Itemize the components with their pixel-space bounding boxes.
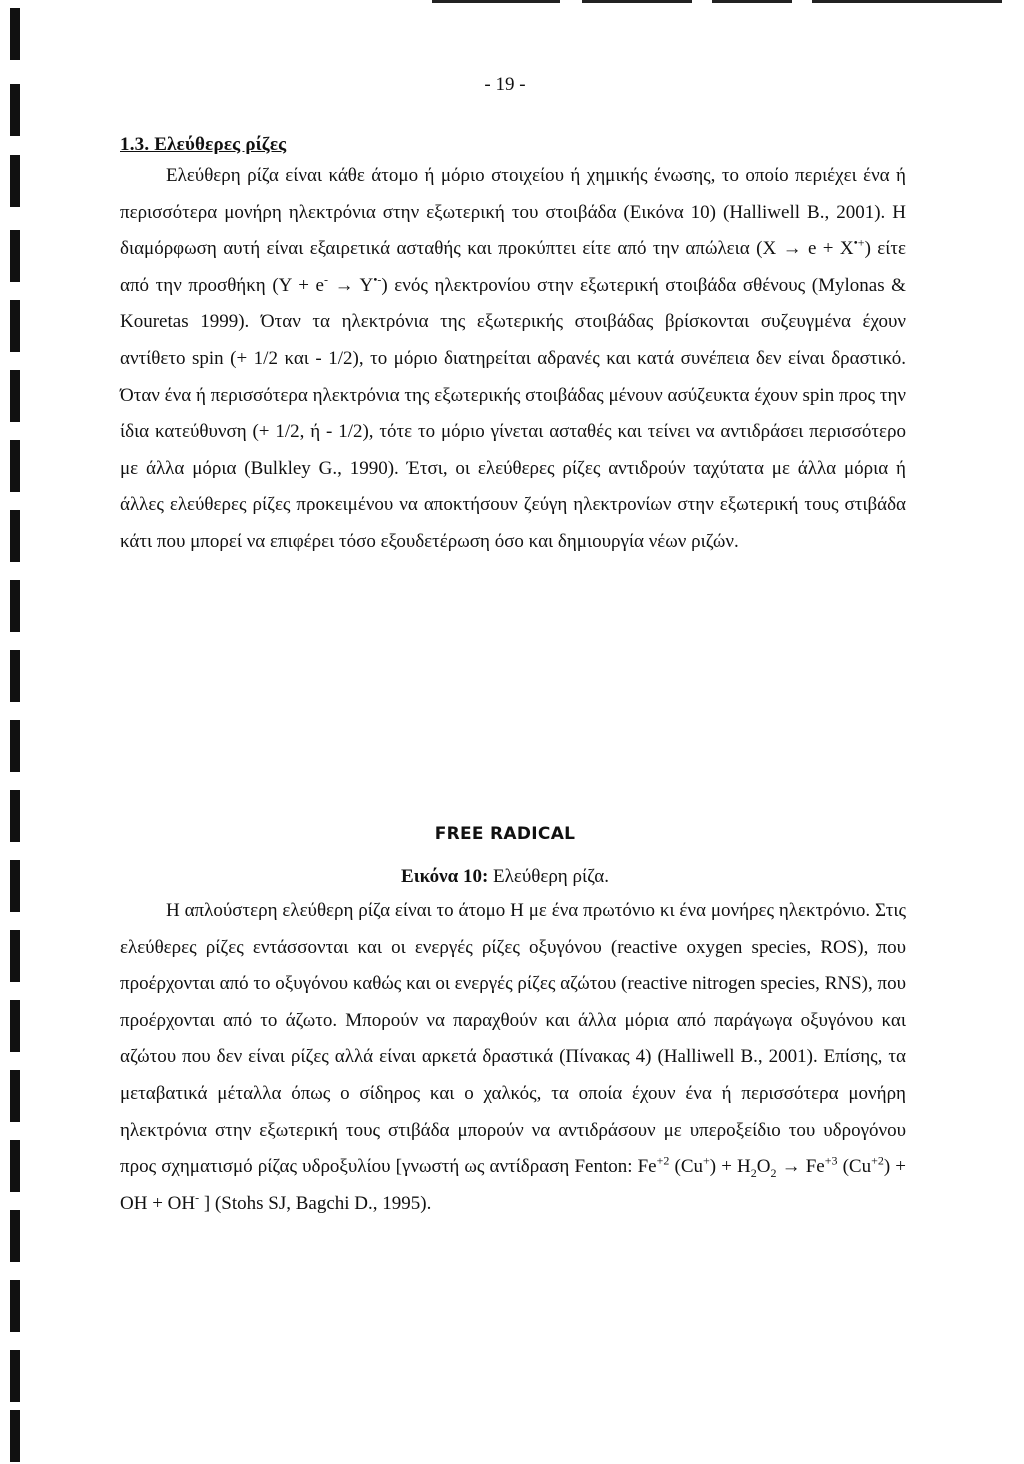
scan-mark — [10, 300, 20, 352]
text-run: (Cu — [837, 1156, 872, 1178]
scan-mark — [10, 1280, 20, 1332]
section-heading: 1.3. Ελεύθερες ρίζες — [120, 134, 287, 155]
subscript: 2 — [750, 1165, 757, 1180]
text-run: O — [756, 1156, 771, 1178]
body-paragraph-2 — [120, 893, 906, 1222]
scan-top-rule — [432, 0, 560, 3]
text-run: ) + OH + OH — [120, 1156, 907, 1214]
subscript: 2 — [770, 1165, 777, 1180]
scan-mark — [10, 930, 20, 982]
figure-caption — [0, 866, 1010, 888]
scan-mark — [10, 1210, 20, 1262]
figure-title: FREE RADICAL — [434, 824, 576, 844]
scan-top-rule — [712, 0, 792, 3]
scan-top-rule — [812, 0, 1002, 3]
superscript: •+ — [853, 235, 865, 250]
scan-mark — [10, 440, 20, 492]
text-run: Ελεύθερη ρίζα είναι κάθε άτομο ή μόριο στοιχείου ή χημικής ένωσης, το οποίο περιέχει ένα ή περισσότερα μονήρη ηλεκτρόνια στην εξωτερική του στοιβάδα (Εικόνα 10) (Halliwell B., 2001). Η διαμόρφωση αυτή είναι εξαιρετικά ασταθής και προκύπτει είτε από την απώλεια (X → e + X — [120, 165, 906, 260]
superscript: +3 — [824, 1153, 838, 1168]
scan-mark — [10, 370, 20, 422]
scan-mark — [10, 1410, 20, 1462]
text-run: ) είτε από την προσθήκη (Y + e — [120, 238, 907, 296]
scan-margin-marks — [0, 0, 30, 1464]
text-run: ) ενός ηλεκτρονίου στην εξωτερική στοιβάδα σθένους (Mylonas & Kouretas 1999). Όταν τα ηλεκτρόνια της εξωτερικής στοιβάδας βρίσκονται συζευγμένα έχουν αντίθετο spin (+ 1/2 και - 1/2), το μόριο διατηρείται αδρανές και κατά συνέπεια δεν είναι δραστικό. Όταν ένα ή περισσότερα ηλεκτρόνια της εξωτερικής στοιβάδας μένουν ασύζευκτα έχουν spin προς την ίδια κατεύθυνση (+ 1/2, ή - 1/2), τότε το μόριο γίνεται ασταθές και τείνει να αντιδράσει περισσότερο με άλλα μόρια (Bulkley G., 1990). Έτσι, οι ελεύθερες ρίζες αντιδρούν ταχύτατα με άλλα μόρια ή άλλες ελεύθερες ρίζες προκειμένου να αποκτήσουν ζεύγη ηλεκτρονίων στην εξωτερική τους στιβάδα κάτι που μπορεί να επιφέρει τόσο εξουδετέρωση όσο και δημιουργία νέων ριζών. — [120, 274, 906, 552]
text-run: Η απλούστερη ελεύθερη ρίζα είναι το άτομο Η με ένα πρωτόνιο κι ένα μονήρες ηλεκτρόνιο. Στις ελεύθερες ρίζες εντάσσονται και οι ενεργές ρίζες οξυγόνου (reactive oxygen species, ROS), που προέρχονται από το οξυγόνου καθώς και οι ενεργές ρίζες αζώτου (reactive nitrogen species, RNS), που προέρχονται από το άζωτο. Μπορούν να παραχθούν και άλλα μόρια από παράγωγα οξυγόνου και αζώτου που δεν είναι ρίζες αλλά είναι αρκετά δραστικά (Πίνακας 4) (Halliwell B., 2001). Επίσης, τα μεταβατικά μέταλλα όπως ο σίδηρος και ο χαλκός, τα οποία έχουν ένα ή περισσότερα μονήρη ηλεκτρόνια στην εξωτερική τους στιβάδα μπορούν να αντιδράσουν με υπεροξείδιο του υδρογόνου προς σχηματισμό ρίζας υδροξυλίου [γνωστή ως αντίδραση Fenton: Fe — [120, 900, 906, 1178]
scan-mark — [10, 1000, 20, 1052]
superscript: +2 — [871, 1153, 884, 1168]
scan-mark — [10, 230, 20, 282]
text-run: → Fe — [776, 1156, 825, 1178]
text-run: (Cu — [669, 1156, 704, 1178]
superscript: - — [195, 1190, 200, 1205]
superscript: •- — [373, 272, 382, 287]
scan-mark — [10, 650, 20, 702]
scan-mark — [10, 1350, 20, 1402]
superscript: + — [703, 1153, 710, 1168]
text-run: ] (Stohs SJ, Bagchi D., 1995). — [199, 1192, 432, 1214]
superscript: - — [324, 272, 328, 287]
superscript: +2 — [656, 1153, 670, 1168]
scan-mark — [10, 1070, 20, 1122]
text-run: ) + H — [709, 1156, 751, 1178]
figure-caption-text: Ελεύθερη ρίζα. — [488, 866, 609, 887]
figure-caption-label: Εικόνα 10: — [401, 866, 489, 887]
scan-mark — [10, 155, 20, 207]
text-run: → Y — [328, 274, 374, 296]
scan-top-rule — [582, 0, 692, 3]
scan-mark — [10, 720, 20, 772]
scan-mark — [10, 510, 20, 562]
scan-mark — [10, 8, 20, 60]
body-paragraph-1 — [120, 158, 906, 561]
page-number: - 19 - — [484, 74, 526, 95]
scan-mark — [10, 1140, 20, 1192]
scan-mark — [10, 580, 20, 632]
